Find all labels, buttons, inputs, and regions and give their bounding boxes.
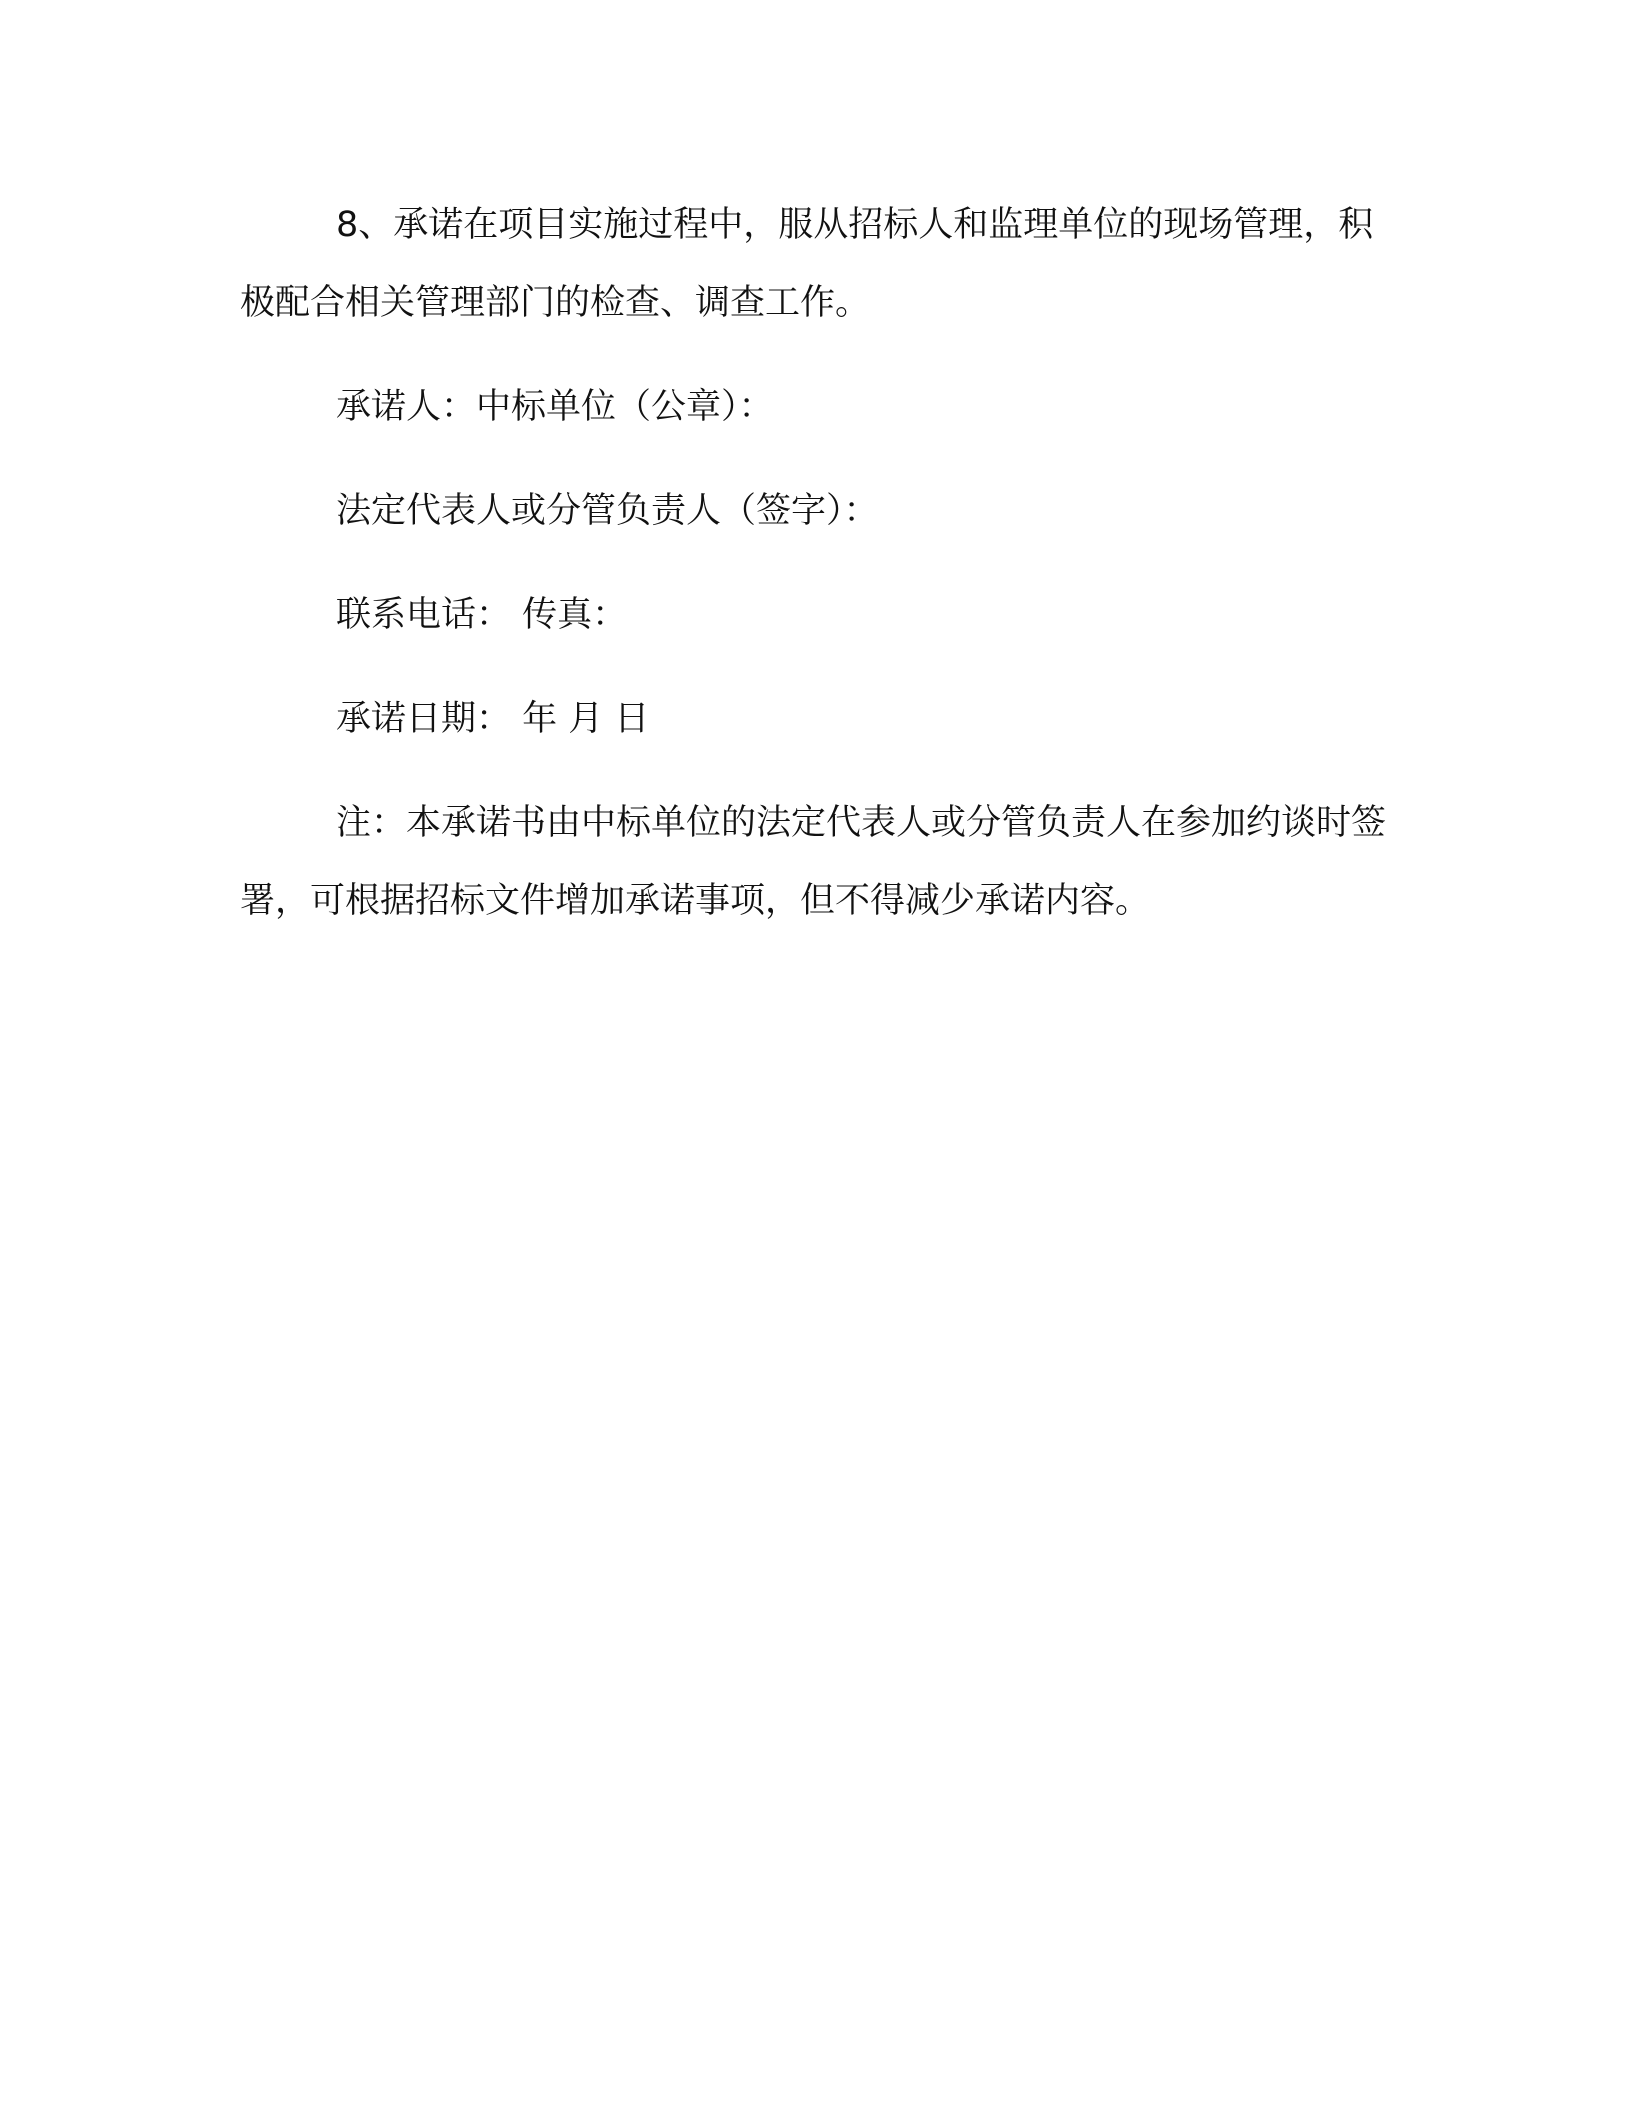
document-body bbox=[240, 186, 1392, 940]
spacer bbox=[240, 758, 1392, 784]
note-paragraph: 注：本承诺书由中标单位的法定代表人或分管负责人在参加约谈时签署，可根据招标文件增加承诺事项，但不得减少承诺内容。 bbox=[240, 803, 1387, 921]
promisor-line: 承诺人：中标单位（公章）： bbox=[336, 387, 774, 427]
spacer bbox=[240, 654, 1392, 680]
date-line: 承诺日期： 年 月 日 bbox=[336, 699, 650, 739]
commitment-item-8: 8、承诺在项目实施过程中，服从招标人和监理单位的现场管理，积极配合相关管理部门的检查、调查工作。 bbox=[240, 205, 1374, 323]
spacer bbox=[240, 550, 1392, 576]
spacer bbox=[240, 342, 1392, 368]
spacer bbox=[240, 446, 1392, 472]
contact-line: 联系电话： 传真： bbox=[336, 595, 628, 635]
legal-representative-line: 法定代表人或分管负责人（签字）： bbox=[336, 491, 879, 531]
